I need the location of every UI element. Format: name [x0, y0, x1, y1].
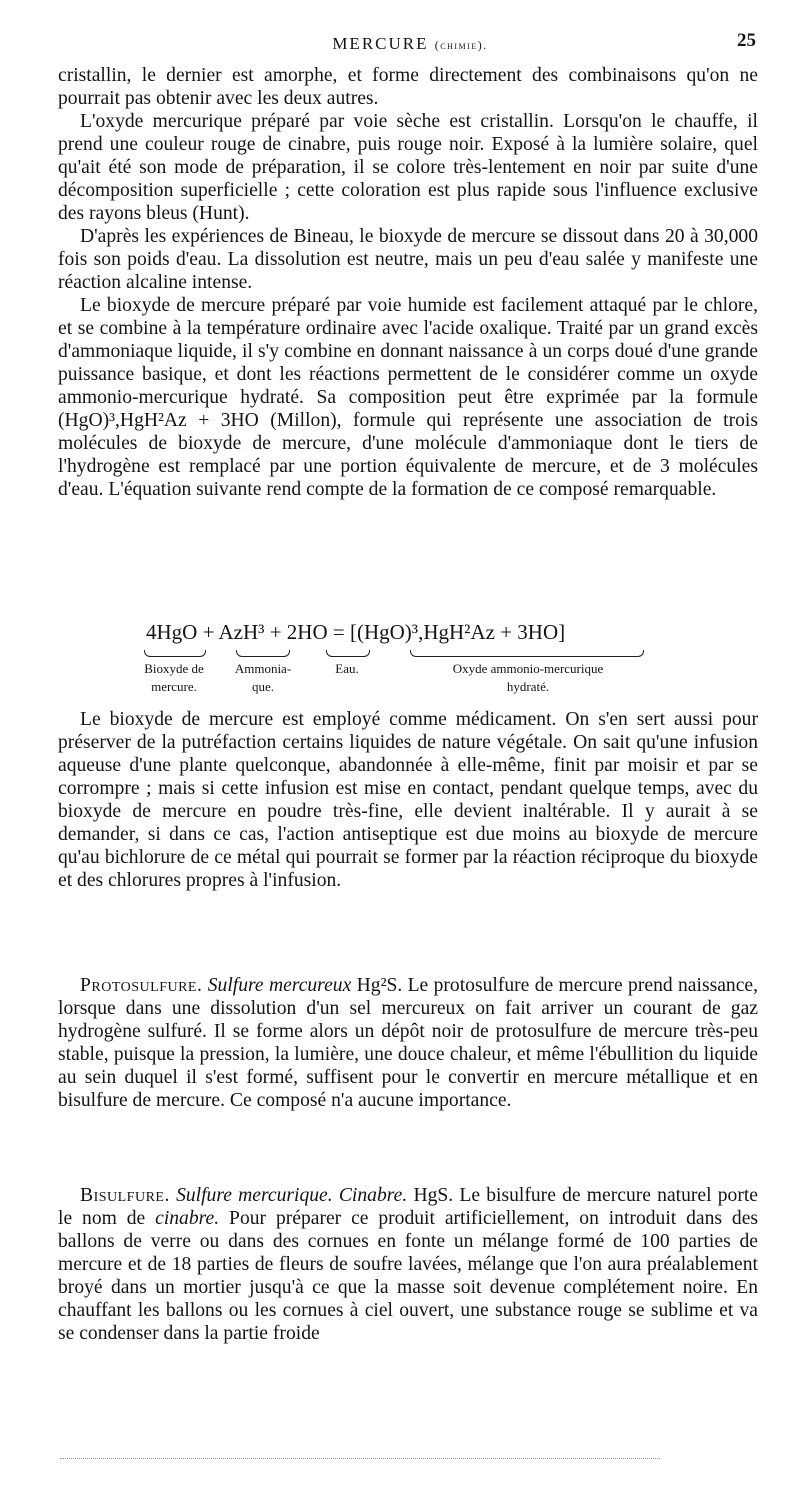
underbrace: [236, 650, 290, 657]
section-text: Le bisulfure de mercure naturel porte le nom de: [58, 1185, 759, 1229]
compound-formula: HgS.: [413, 1185, 454, 1206]
equation-formula: 4HgO + AzH³ + 2HO = [(HgO)³,HgH²Az + 3HO]: [146, 620, 566, 644]
section-head: Protosulfure.: [80, 975, 203, 996]
label-oxyde-line2: hydraté.: [506, 679, 550, 694]
page-number: 25: [737, 30, 756, 51]
paragraph: L'oxyde mercurique préparé par voie sèche est cristallin. Lorsqu'on le chauffe, il prend une couleur rouge de cinabre, puis rouge noir. Exposé à la lumière solaire, quel qu'ait été son mode de préparation, il se colore très-lentement en noir par suite d'une décomposition superficielle ; cette coloration est plus rapide sous l'influence exclusive des rayons bleus (Hunt).: [58, 111, 758, 224]
underbrace: [410, 650, 644, 657]
section-text: Le protosulfure de mercure prend naissance, lorsque dans une dissolution d'un sel mercureux on fait arriver un courant de gaz hydrogène sulfuré. Il se forme alors un dépôt noir de protosulfure de mercure très-peu stable, puisque la pression, la lumière, une douce chaleur, et même l'ébullition du liquide au sein duquel il s'est formé, suffisent pour le convertir en mercure métallique et en bisulfure de mercure. Ce composé n'a aucune importance.: [58, 975, 758, 1111]
compound-name: Sulfure mercurique. Cinabre.: [176, 1185, 408, 1206]
paragraph: Le bioxyde de mercure préparé par voie humide est facilement attaqué par le chlore, et se combine à la température ordinaire avec l'acide oxalique. Traité par un grand excès d'ammoniaque liquide, il s'y combine en donnant naissance à un corps doué d'une grande puissance basique, et dont les réactions permettent de le considérer comme un oxyde ammonio-mercurique hydraté. Sa composition peut être exprimée par la formule (HgO)³,HgH²Az + 3HO (Millon), formule qui représente une association de trois molécules de bioxyde de mercure, d'une molécule d'ammoniaque dont le tiers de l'hydrogène est remplacé par une portion équivalente de mercure, et de 3 molécules d'eau. L'équation suivante rend compte de la formation de ce composé remarquable.: [58, 295, 758, 500]
cinabre-term: cinabre.: [155, 1208, 220, 1229]
underbrace: [144, 650, 206, 657]
title-sub: (chimie).: [434, 38, 488, 52]
protosulfure-section: [58, 974, 758, 1112]
chemical-equation: [58, 620, 758, 700]
page-bottom-rule: [60, 1458, 660, 1461]
paragraph: D'après les expériences de Bineau, le bioxyde de mercure se dissout dans 20 à 30,000 fois son poids d'eau. La dissolution est neutre, mais un peu d'eau salée y manifeste une réaction alcaline intense.: [58, 226, 758, 293]
body-text-middle: [58, 708, 758, 892]
label-bioxyde: Bioxyde de mercure.: [144, 661, 204, 694]
title-main: MERCURE: [332, 34, 429, 53]
running-header: [60, 30, 760, 62]
compound-formula: Hg²S.: [356, 975, 403, 996]
underbrace: [326, 650, 370, 657]
paragraph: Le bioxyde de mercure est employé comme médicament. On s'en sert aussi pour préserver de la putréfaction certains liquides de nature végétale. On sait qu'une infusion aqueuse d'une plante quelconque, abandonnée à elle-même, finit par moisir et par se corrompre ; mais si cette infusion est mise en contact, pendant quelque temps, avec du bioxyde de mercure en poudre très-fine, elle devient inaltérable. Il y aurait à se demander, si dans ce cas, l'action antiseptique est due moins au bioxyde de mercure qu'au bichlorure de ce métal qui pourrait se former par la réaction réciproque du bioxyde et des chlorures propres à l'infusion.: [58, 709, 758, 891]
bisulfure-section: [58, 1184, 758, 1345]
label-oxyde-line1: Oxyde ammonio-mercurique: [452, 661, 604, 676]
section-head: Bisulfure.: [80, 1185, 170, 1206]
section-text: Pour préparer ce produit artificiellement, on introduit dans des ballons de verre ou dans des cornues en fonte un mélange formé de 100 parties de mercure et de 18 parties de fleurs de soufre lavées, mélange que l'on aura préalablement broyé dans un mortier jusqu'à ce que la masse soit devenue complétement noire. En chauffant les ballons ou les cornues à ciel ouvert, une substance rouge se sublime et va se condenser dans la partie froide: [58, 1208, 759, 1344]
label-ammoniaque: Ammonia-que.: [234, 661, 292, 694]
compound-name: Sulfure mercureux: [207, 975, 352, 996]
running-title: [60, 34, 760, 54]
label-eau: Eau.: [335, 661, 359, 676]
body-text-top: [58, 64, 758, 501]
paragraph: cristallin, le dernier est amorphe, et forme directement des combinaisons qu'on ne pourrait pas obtenir avec les deux autres.: [58, 65, 758, 109]
